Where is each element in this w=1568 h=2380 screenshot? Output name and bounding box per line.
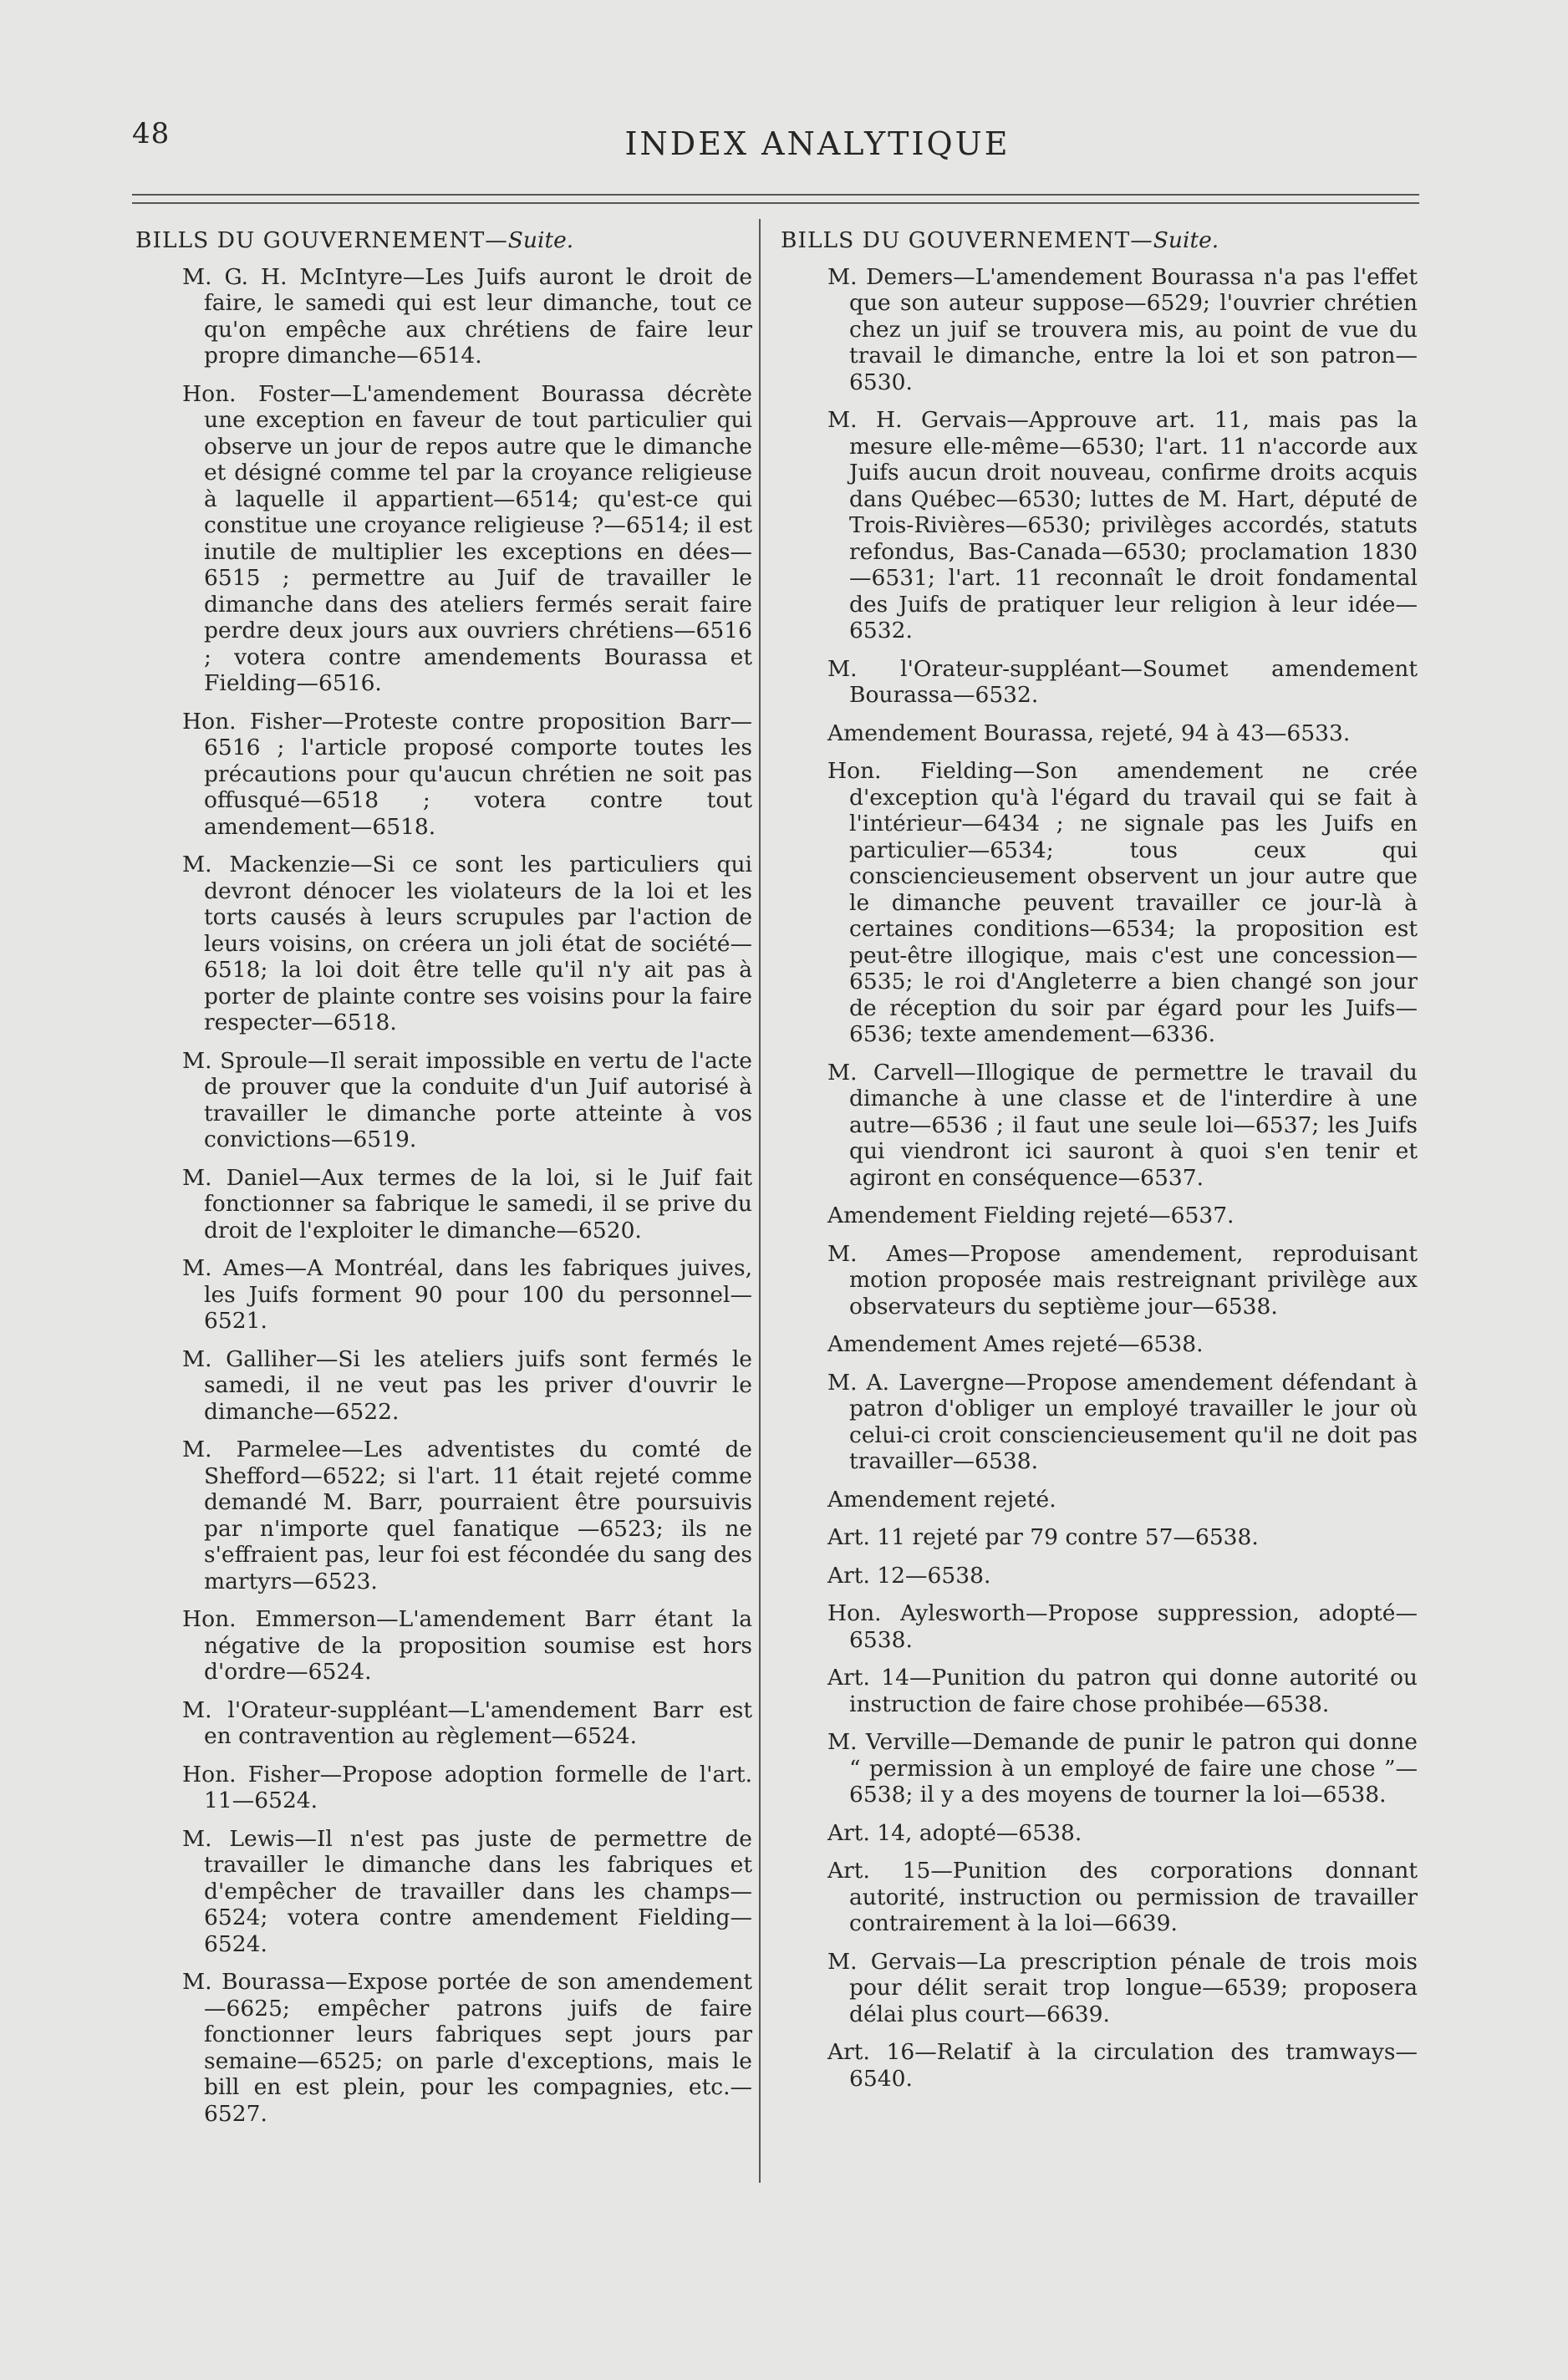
index-entry: Hon. Fielding—Son amendement ne crée d'exception qu'à l'égard du travail qui se fait à l'intérieur—6434 ; ne signale pas les Juifs en particulier—6534; tous ceux qui consciencieusement observent un jour autre que le dimanche peuvent travailler ce jour-là à certaines conditions—6534; la proposition est peut-être illogique, mais c'est une concession—6535; le roi d'Angleterre a bien changé son jour de réception du soir par égard pour les Juifs—6536; texte amendement—6336. [827,758,1418,1047]
header-rule-bottom [132,202,1419,204]
index-entry: M. H. Gervais—Approuve art. 11, mais pas la mesure elle-même—6530; l'art. 11 n'accorde aux Juifs aucun droit nouveau, confirme droits acquis dans Québec—6530; luttes de M. Hart, député de Trois-Rivières—6530; privilèges accordés, statuts refondus, Bas-Canada—6530; proclamation 1830—6531; l'art. 11 reconnaît le droit fondamental des Juifs de pratiquer leur religion à leur idée—6532. [827,407,1418,643]
index-entry: Art. 12—6538. [827,1562,991,1589]
left-column [135,227,752,2138]
index-entry: M. Ames—A Montréal, dans les fabriques juives, les Juifs forment 90 pour 100 du personnel—6521. [182,1255,752,1334]
index-entry: M. Parmelee—Les adventistes du comté de Shefford—6522; si l'art. 11 était rejeté comme demandé M. Barr, pourraient être poursuivis par n'importe quel fanatique —6523; ils ne s'effraient pas, leur foi est fécondée du sang des martyrs—6523. [182,1437,752,1594]
index-entry: Art. 16—Relatif à la circulation des tramways—6540. [827,2039,1418,2092]
right-heading-text: BILLS DU GOUVERNEMENT— [781,227,1153,253]
left-heading-suite: Suite. [507,227,574,253]
page-number: 48 [132,117,171,150]
index-entry: M. Ames—Propose amendement, reproduisant motion proposée mais restreignant privilège aux observateurs du septième jour—6538. [827,1240,1418,1320]
index-entry: M. Galliher—Si les ateliers juifs sont fermés le samedi, il ne veut pas les priver d'ouvrir le dimanche—6522. [182,1345,752,1425]
index-entry: Hon. Foster—L'amendement Bourassa décrète une exception en faveur de tout particulier qui observe un jour de repos autre que le dimanche et désigné comme tel par la croyance religieuse à laquelle il appartient—6514; qu'est-ce qui constitue une croyance religieuse ?—6514; il est inutile de multiplier les exceptions en dées—6515 ; permettre au Juif de travailler le dimanche dans des ateliers fermés serait faire perdre deux jours aux ouvriers chrétiens—6516 ; votera contre amendements Bourassa et Fielding—6516. [182,380,752,696]
left-column-heading [135,227,752,254]
index-entry: Art. 11 rejeté par 79 contre 57—6538. [827,1524,1259,1550]
index-entry: Amendement Ames rejeté—6538. [827,1331,1204,1357]
index-entry: Art. 14, adopté—6538. [827,1819,1082,1846]
index-entry: Amendement Bourassa, rejeté, 94 à 43—6533. [827,720,1351,746]
running-head: INDEX ANALYTIQUE [624,125,1011,162]
index-entry: M. Lewis—Il n'est pas juste de permettre de travailler le dimanche dans les fabriques et d'empêcher de travailler dans les champs—6524; votera contre amendement Fielding—6524. [182,1825,752,1957]
index-entry: M. Bourassa—Expose portée de son amendement—6625; empêcher patrons juifs de faire fonctionner leurs fabriques sept jours par semaine—6525; on parle d'exceptions, mais le bill en est plein, pour les compagnies, etc.—6527. [182,1969,752,2127]
index-entry: M. Demers—L'amendement Bourassa n'a pas l'effet que son auteur suppose—6529; l'ouvrier chrétien chez un juif se trouvera mis, au point de vue du travail le dimanche, entre la loi et son patron—6530. [827,263,1418,395]
index-entry: Hon. Fisher—Propose adoption formelle de l'art. 11—6524. [182,1761,752,1813]
index-entry: M. Mackenzie—Si ce sont les particuliers qui devront dénocer les violateurs de la loi et les torts causés à leurs scrupules par l'action de leurs voisins, on créera un joli état de société—6518; la loi doit être telle qu'il n'y ait pas à porter de plainte contre ses voisins pour la faire respecter—6518. [182,852,752,1035]
header-rule-top [132,194,1419,196]
index-entry: M. A. Lavergne—Propose amendement défendant à patron d'obliger un employé travailler le jour où celui-ci croit consciencieusement qu'il ne doit pas travailler—6538. [827,1369,1418,1474]
right-column-heading [781,227,1418,254]
index-entry: Amendement Fielding rejeté—6537. [827,1203,1235,1228]
index-entry: M. Carvell—Illogique de permettre le travail du dimanche à une classe et de l'interdire à une autre—6536 ; il faut une seule loi—6537; les Juifs qui viendront ici sauront à quoi s'en tenir et agiront en conséquence—6537. [827,1059,1418,1191]
index-entry: Hon. Aylesworth—Propose suppression, adopté—6538. [827,1600,1418,1653]
right-heading-suite: Suite. [1153,227,1219,253]
left-heading-text: BILLS DU GOUVERNEMENT— [135,227,508,253]
index-entry: M. Verville—Demande de punir le patron qui donne “ permission à un employé de faire une chose ”—6538; il y a des moyens de tourner la loi—6538. [827,1729,1418,1808]
index-entry: Amendement rejeté. [827,1486,1056,1513]
index-entry: Art. 15—Punition des corporations donnant autorité, instruction ou permission de travailler contrairement à la loi—6639. [827,1858,1418,1936]
index-entry: Hon. Fisher—Proteste contre proposition Barr—6516 ; l'article proposé comporte toutes les précautions pour qu'aucun chrétien ne soit pas offusqué—6518 ; votera contre tout amendement—6518. [182,708,752,840]
index-entry: M. Gervais—La prescription pénale de trois mois pour délit serait trop longue—6539; proposera délai plus court—6639. [827,1948,1418,2027]
index-entry: M. Daniel—Aux termes de la loi, si le Juif fait fonctionner sa fabrique le samedi, il se prive du droit de l'exploiter le dimanche—6520. [182,1164,752,1243]
index-entry: Hon. Emmerson—L'amendement Barr étant la négative de la proposition soumise est hors d'ordre—6524. [182,1606,752,1685]
right-column [781,227,1418,2103]
index-entry: M. l'Orateur-suppléant—Soumet amendement Bourassa—6532. [827,655,1418,708]
index-entry: M. G. H. McIntyre—Les Juifs auront le droit de faire, le samedi qui est leur dimanche, tout ce qu'on empêche aux chrétiens de faire leur propre dimanche—6514. [182,263,752,369]
index-entry: Art. 14—Punition du patron qui donne autorité ou instruction de faire chose prohibée—6538. [827,1665,1418,1717]
column-divider [759,219,761,2183]
index-entry: M. Sproule—Il serait impossible en vertu de l'acte de prouver que la conduite d'un Juif autorisé à travailler le dimanche porte atteinte à vos convictions—6519. [182,1047,752,1152]
index-entry: M. l'Orateur-suppléant—L'amendement Barr est en contravention au règlement—6524. [182,1696,752,1749]
